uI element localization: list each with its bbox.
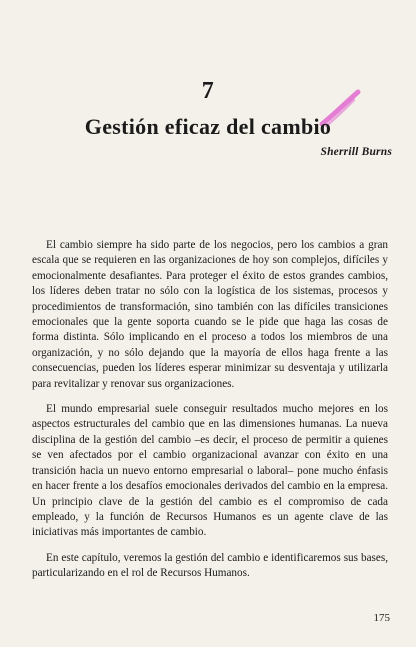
page-number: 175 — [373, 612, 390, 624]
paragraph: En este capítulo, veremos la gestión del cambio e identificaremos sus bases, particularizando en el rol de Recursos Humanos. — [32, 551, 388, 580]
chapter-number: 7 — [201, 78, 215, 104]
paragraph: El mundo empresarial suele conseguir resultados mucho mejores en los aspectos estructurales del cambio que en las dimensiones humanas. La nueva disciplina de la gestión del cambio –es decir, el proceso de permitir a quienes se ven afectados por el cambio organizacional avanzar con éxito en una transición hacia un nuevo entorno empresarial o laboral– pone mucho énfasis en hacer frente a los desafíos emocionales derivados del cambio en la empresa. Un principio clave de la gestión del cambio es el compromiso de cada empleado, y la función de Recursos Humanos es un agente clave de las iniciativas más importantes de cambio. — [32, 403, 388, 539]
chapter-body — [32, 238, 388, 592]
chapter-author: Sherrill Burns — [320, 146, 392, 158]
paragraph: El cambio siempre ha sido parte de los negocios, pero los cambios a gran escala que se requieren en las organizaciones de hoy son complejos, difíciles y emocionalmente desafiantes. Para proteger el éxito de estos grandes cambios, los líderes deben tratar no sólo con la logística de los sistemas, procesos y procedimientos de transformación, sino también con las difíciles transiciones emocionales que la gente soporta cuando se le pide que haga las cosas de forma distinta. Sólo implicando en el proceso a todos los miembros de una organización, y no sólo dejando que la mayoría de ellos haga frente a las consecuencias, pueden los líderes esperar minimizar su desventaja y utilizarla para revitalizar y renovar sus organizaciones. — [32, 239, 388, 390]
chapter-title: Gestión eficaz del cambio — [84, 114, 332, 139]
